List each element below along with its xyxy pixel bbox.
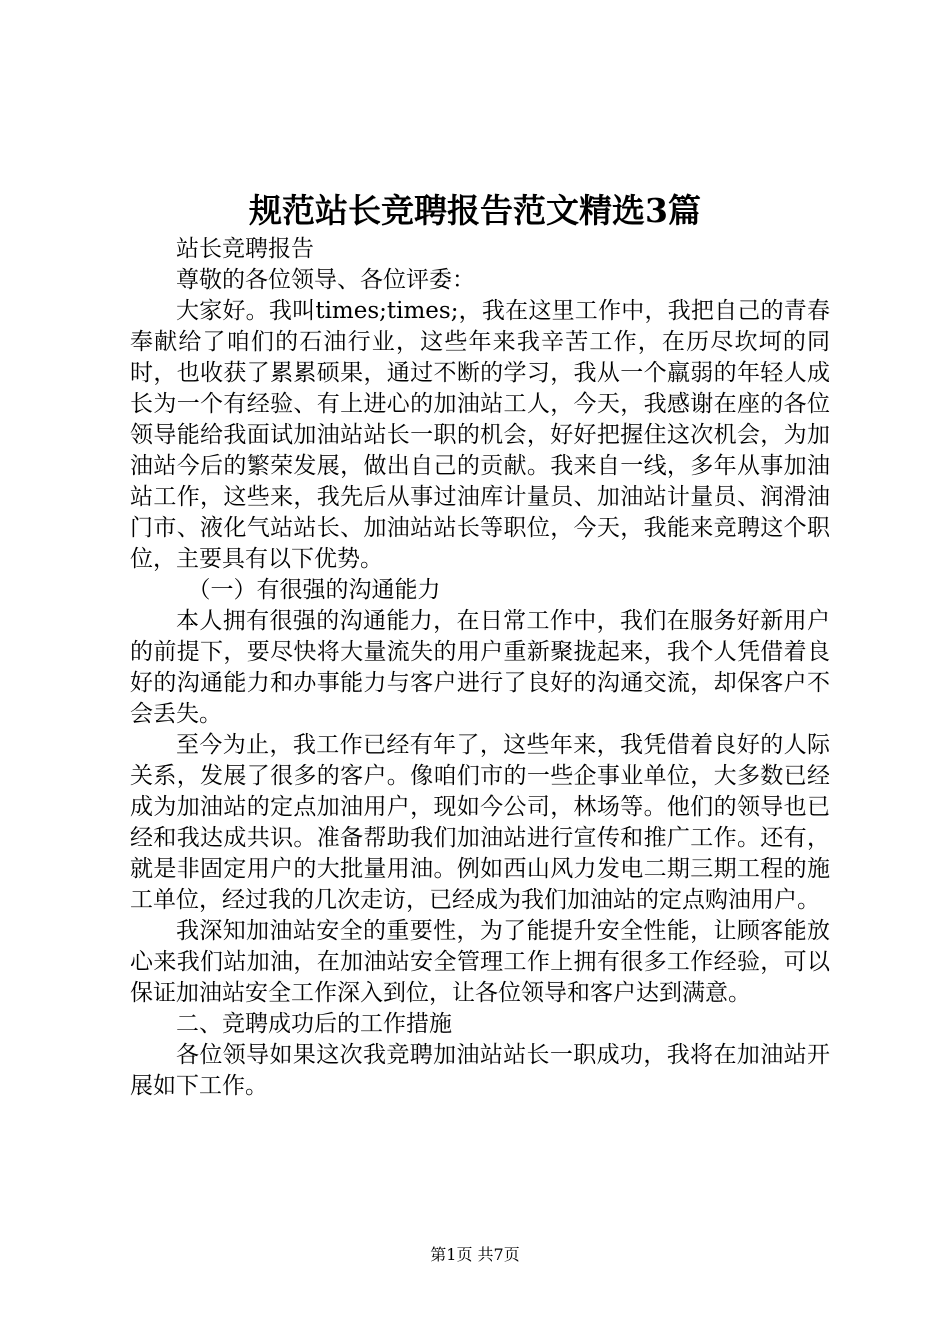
paragraph: 大家好。我叫times;times;，我在这里工作中，我把自己的青春奉献给了咱们的石油行业，这些年来我辛苦工作，在历尽坎坷的同时，也收获了累累硕果，通过不断的学习，我从一个羸弱的年轻人成长为一个有经验、有上进心的加油站工人，今天，我感谢在座的各位领导能给我面试加油站站长一职的机会，好好把握住这次机会，为加油站今后的繁荣发展，做出自己的贡献。我来自一线，多年从事加油站工作，这些来，我先后从事过油库计量员、加油站计量员、润滑油门市、液化气站站长、加油站站长等职位，今天，我能来竞聘这个职位，主要具有以下优势。 <box>130 298 830 572</box>
document-body <box>130 234 830 1102</box>
section-heading: （一）有很强的沟通能力 <box>187 577 441 603</box>
paragraph-salutation: 尊敬的各位领导、各位评委： <box>176 267 475 293</box>
paragraph: 各位领导如果这次我竞聘加油站站长一职成功，我将在加油站开展如下工作。 <box>130 1042 830 1099</box>
page-footer: 第1页 共7页 <box>430 1245 520 1264</box>
section-heading: 二、竞聘成功后的工作措施 <box>176 1011 452 1037</box>
paragraph-heading: 站长竞聘报告 <box>176 236 314 262</box>
paragraph: 本人拥有很强的沟通能力，在日常工作中，我们在服务好新用户的前提下，要尽快将大量流失的用户重新聚拢起来，我个人凭借着良好的沟通能力和办事能力与客户进行了良好的沟通交流，却保客户不会丢失。 <box>130 608 830 727</box>
paragraph: 至今为止，我工作已经有年了，这些年来，我凭借着良好的人际关系，发展了很多的客户。像咱们市的一些企事业单位，大多数已经成为加油站的定点加油用户，现如今公司，林场等。他们的领导也已经和我达成共识。准备帮助我们加油站进行宣传和推广工作。还有，就是非固定用户的大批量用油。例如西山风力发电二期三期工程的施工单位，经过我的几次走访，已经成为我们加油站的定点购油用户。 <box>130 732 830 913</box>
document-title: 规范站长竞聘报告范文精选3篇 <box>249 191 701 230</box>
paragraph: 我深知加油站安全的重要性，为了能提升安全性能，让顾客能放心来我们站加油，在加油站安全管理工作上拥有很多工作经验，可以保证加油站安全工作深入到位，让各位领导和客户达到满意。 <box>130 918 830 1006</box>
